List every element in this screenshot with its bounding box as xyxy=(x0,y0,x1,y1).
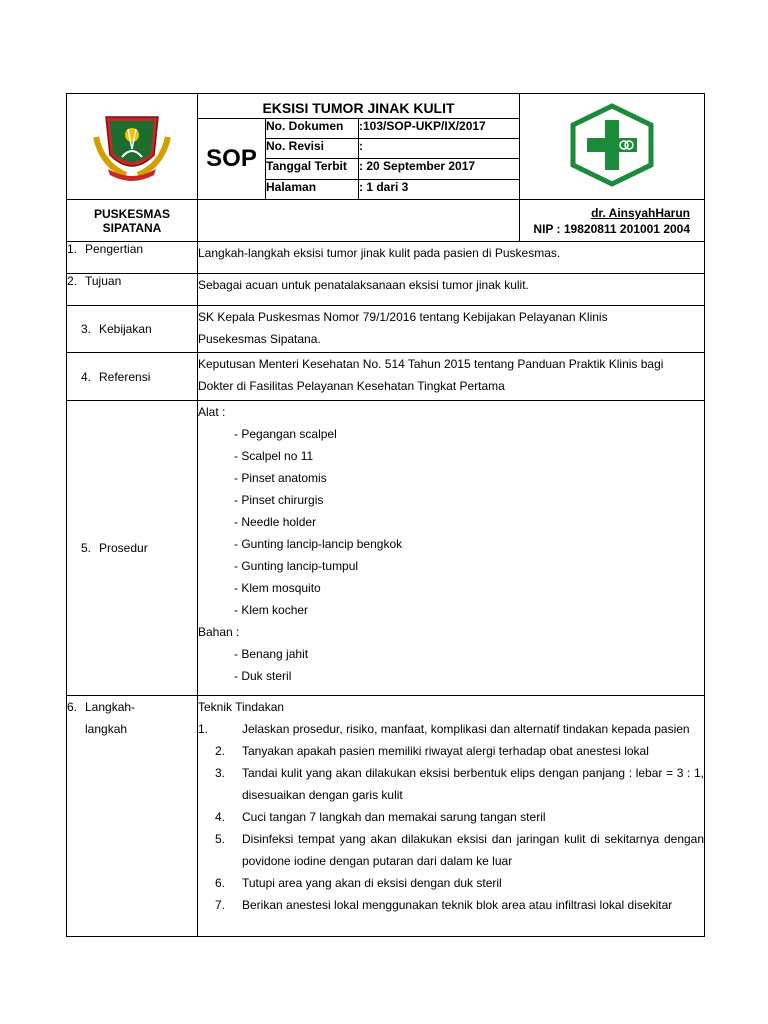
list-item: - Duk steril xyxy=(234,669,292,683)
section-label-text: Prosedur xyxy=(99,541,148,555)
section-referensi xyxy=(67,353,705,401)
signer-name: dr. AinsyahHarun xyxy=(591,206,691,220)
list-item: 5. Disinfeksi tempat yang akan dilakukan eksisi dan jaringan kulit di sekitarnya dengan povidone iodine dengan putaran dari dalam ke luar xyxy=(214,832,705,868)
content-line: Pusekesmas Sipatana. xyxy=(198,332,321,346)
meta-value: : 20 September 2017 xyxy=(359,159,520,179)
list-item: - Klem kocher xyxy=(234,603,309,617)
section-content xyxy=(198,306,705,353)
city-seal-cell xyxy=(67,94,198,200)
section-number: 3. xyxy=(81,322,92,336)
section-pengertian xyxy=(67,242,705,274)
list-item: 1. Jelaskan prosedur, risiko, manfaat, komplikasi dan alternatif tindakan kepada pasien xyxy=(198,722,690,736)
list-item: - Klem mosquito xyxy=(234,581,321,595)
signer-nip: NIP : 19820811 201001 2004 xyxy=(533,222,691,236)
puskesmas-name xyxy=(67,200,198,242)
section-kebijakan xyxy=(67,306,705,353)
section-label-text: Kebijakan xyxy=(99,322,152,336)
bahan-list xyxy=(198,643,704,687)
list-item: - Pinset chirurgis xyxy=(234,493,324,507)
sop-document xyxy=(66,93,704,937)
alat-list xyxy=(198,423,704,621)
section-label-text: Referensi xyxy=(99,369,151,384)
list-item: 4. Cuci tangan 7 langkah dan memakai sarung tangan steril xyxy=(214,810,546,824)
document-meta-table xyxy=(266,119,519,199)
section-label-text: Pengertian xyxy=(85,242,144,256)
meta-key: Halaman xyxy=(266,179,359,199)
puskesmas-logo-cell xyxy=(520,94,705,200)
section-number: 2. xyxy=(67,274,78,288)
content-line: Dokter di Fasilitas Pelayanan Kesehatan Tingkat Pertama xyxy=(198,379,505,393)
section-label xyxy=(67,696,198,937)
section-langkah xyxy=(67,696,705,937)
section-label xyxy=(67,306,198,353)
meta-key: No. Revisi xyxy=(266,139,359,159)
blank-cell xyxy=(198,200,520,242)
meta-row xyxy=(266,119,519,139)
section-content xyxy=(198,696,705,937)
section-label-text: Tujuan xyxy=(85,274,122,288)
meta-value: :103/SOP-UKP/IX/2017 xyxy=(359,119,520,139)
section-tujuan xyxy=(67,274,705,306)
meta-row xyxy=(266,139,519,159)
section-number: 1. xyxy=(67,242,78,256)
list-item: - Benang jahit xyxy=(234,647,309,661)
section-content: Sebagai acuan untuk penatalaksanaan eksisi tumor jinak kulit. xyxy=(198,274,705,306)
section-number: 4. xyxy=(81,369,92,384)
signer-block xyxy=(520,200,705,242)
meta-value: : 1 dari 3 xyxy=(359,179,520,199)
langkah-heading: Teknik Tindakan xyxy=(198,700,285,714)
section-label xyxy=(67,242,198,274)
meta-value: : xyxy=(359,139,520,159)
puskesmas-logo xyxy=(567,102,657,188)
section-label-text: langkah xyxy=(85,722,128,736)
bahan-heading: Bahan : xyxy=(198,625,240,639)
alat-heading: Alat : xyxy=(198,405,226,419)
meta-key: Tanggal Terbit xyxy=(266,159,359,179)
section-number: 6. xyxy=(67,700,78,714)
section-prosedur xyxy=(67,401,705,696)
content-line: Keputusan Menteri Kesehatan No. 514 Tahun 2015 tentang Panduan Praktik Klinis bagi xyxy=(198,357,664,371)
puskesmas-line2: SIPATANA xyxy=(102,220,162,235)
section-content xyxy=(198,401,705,696)
section-label-text: Langkah- xyxy=(85,700,136,714)
content-line: SK Kepala Puskesmas Nomor 79/1/2016 tentang Kebijakan Pelayanan Klinis xyxy=(198,310,608,324)
list-item: 3. Tandai kulit yang akan dilakukan eksisi berbentuk elips dengan panjang : lebar = 3 : 1, disesuaikan dengan garis kulit xyxy=(214,766,705,802)
title-block xyxy=(198,94,520,200)
list-item: 6. Tutupi area yang akan di eksisi dengan duk steril xyxy=(214,876,502,890)
section-label xyxy=(67,353,198,401)
section-label xyxy=(67,274,198,306)
meta-row xyxy=(266,159,519,179)
list-item: - Needle holder xyxy=(234,515,317,529)
list-item: - Scalpel no 11 xyxy=(234,449,314,463)
list-item: - Pegangan scalpel xyxy=(234,427,337,441)
sop-table xyxy=(66,93,705,937)
meta-row xyxy=(266,179,519,199)
section-content xyxy=(198,353,705,401)
section-number: 5. xyxy=(81,541,92,555)
puskesmas-line1: PUSKESMAS xyxy=(93,206,170,221)
list-item: 2. Tanyakan apakah pasien memiliki riwayat alergi terhadap obat anestesi lokal xyxy=(214,744,649,758)
section-label xyxy=(67,401,198,696)
sop-label: SOP xyxy=(198,119,266,199)
document-title: EKSISI TUMOR JINAK KULIT xyxy=(262,100,455,116)
city-seal-logo xyxy=(92,105,172,185)
list-item: 7. Berikan anestesi lokal menggunakan teknik blok area atau infiltrasi lokal disekitar xyxy=(214,898,673,912)
meta-key: No. Dokumen xyxy=(266,119,359,139)
section-content: Langkah-langkah eksisi tumor jinak kulit pada pasien di Puskesmas. xyxy=(198,242,705,274)
list-item: - Pinset anatomis xyxy=(234,471,327,485)
list-item: - Gunting lancip-lancip bengkok xyxy=(234,537,403,551)
list-item: - Gunting lancip-tumpul xyxy=(234,559,359,573)
